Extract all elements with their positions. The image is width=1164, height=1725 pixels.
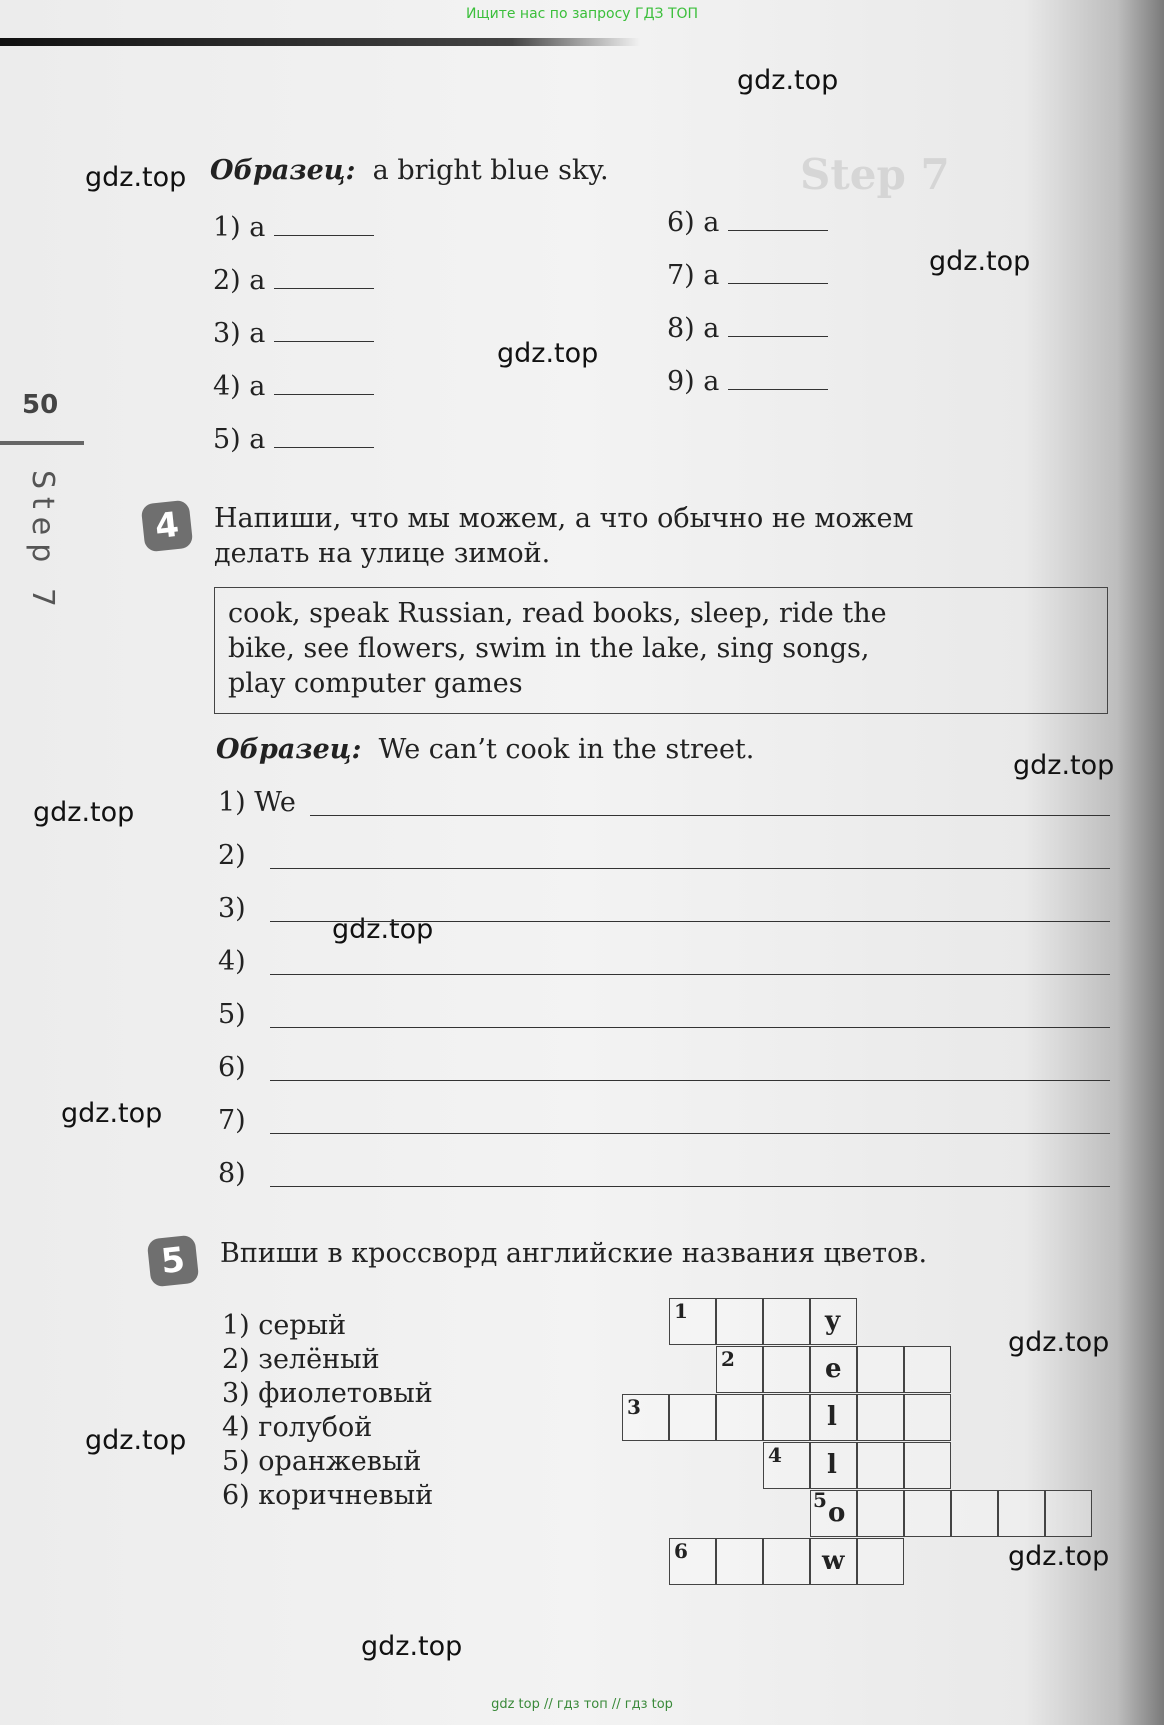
clue: 1) серый — [222, 1310, 347, 1341]
task3-item — [213, 371, 374, 402]
watermark: gdz.top — [332, 914, 434, 945]
footer-text: gdz top // гдз топ // гдз top — [491, 1697, 673, 1712]
task4-instruction-line2: делать на улице зимой. — [214, 538, 551, 569]
crossword-cell[interactable] — [904, 1394, 951, 1441]
watermark: gdz.top — [737, 65, 839, 96]
answer-blank[interactable] — [274, 231, 374, 236]
task3-item — [667, 260, 828, 291]
task4-line-label: 4) — [218, 946, 246, 977]
answer-line[interactable] — [270, 974, 1110, 975]
watermark: gdz.top — [361, 1631, 463, 1662]
crossword-cell[interactable] — [998, 1490, 1045, 1537]
crossword-number: 3 — [627, 1395, 641, 1419]
task4-line-label: 1) We — [218, 787, 296, 818]
crossword-cell[interactable] — [857, 1538, 904, 1585]
crossword-number: 1 — [674, 1299, 688, 1323]
task3-item-label: 7) a — [667, 260, 720, 291]
answer-blank[interactable] — [274, 390, 374, 395]
task4-line-label: 7) — [218, 1105, 246, 1136]
crossword-cell[interactable] — [716, 1298, 763, 1345]
watermark: gdz.top — [33, 797, 135, 828]
crossword-cell[interactable] — [904, 1442, 951, 1489]
step-label: Step 7 — [25, 470, 60, 615]
task4-sample-text: We can’t cook in the street. — [378, 734, 755, 765]
task3-item-label: 4) a — [213, 371, 266, 402]
crossword-cell[interactable] — [763, 1346, 810, 1393]
answer-blank[interactable] — [728, 226, 828, 231]
page-number: 50 — [22, 390, 59, 420]
task3-sample — [210, 155, 609, 186]
crossword-cell[interactable] — [669, 1394, 716, 1441]
crossword-cell[interactable] — [716, 1538, 763, 1585]
answer-blank[interactable] — [274, 337, 374, 342]
task3-item — [667, 313, 828, 344]
task3-item-label: 1) a — [213, 212, 266, 243]
crossword-letter: l — [827, 1450, 837, 1480]
crossword-cell[interactable] — [1045, 1490, 1092, 1537]
watermark: gdz.top — [61, 1098, 163, 1129]
task3-item — [213, 318, 374, 349]
answer-blank[interactable] — [728, 385, 828, 390]
task3-item-label: 6) a — [667, 207, 720, 238]
ghost-heading: Step 7 — [800, 150, 950, 199]
crossword-letter: o — [828, 1498, 846, 1528]
word-box-line: cook, speak Russian, read books, sleep, ride the — [228, 598, 887, 629]
answer-blank[interactable] — [728, 332, 828, 337]
crossword-cell[interactable] — [763, 1394, 810, 1441]
clue: 2) зелёный — [222, 1344, 380, 1375]
clue: 5) оранжевый — [222, 1446, 422, 1477]
task3-item — [667, 207, 828, 238]
answer-line[interactable] — [270, 1133, 1110, 1134]
watermark: gdz.top — [929, 246, 1031, 277]
answer-blank[interactable] — [274, 443, 374, 448]
crossword-number: 5 — [813, 1488, 827, 1512]
watermark: gdz.top — [85, 1425, 187, 1456]
task3-item — [213, 212, 374, 243]
answer-line[interactable] — [270, 868, 1110, 869]
watermark: gdz.top — [1013, 750, 1115, 781]
answer-line[interactable] — [270, 1027, 1110, 1028]
task3-item-label: 3) a — [213, 318, 266, 349]
answer-blank[interactable] — [274, 284, 374, 289]
word-box-line: play computer games — [228, 668, 523, 699]
crossword-cell[interactable] — [857, 1346, 904, 1393]
task4-line-label: 6) — [218, 1052, 246, 1083]
task5-badge: 5 — [147, 1235, 200, 1288]
task4-line-label: 5) — [218, 999, 246, 1030]
crossword-letter: y — [825, 1306, 841, 1336]
watermark: gdz.top — [497, 338, 599, 369]
crossword-cell[interactable] — [857, 1394, 904, 1441]
crossword-cell[interactable] — [951, 1490, 998, 1537]
crossword-cell[interactable] — [857, 1490, 904, 1537]
crossword-number: 2 — [721, 1347, 735, 1371]
answer-line[interactable] — [270, 1080, 1110, 1081]
task3-item — [667, 366, 828, 397]
task5-instruction: Впиши в кроссворд английские названия цветов. — [220, 1238, 928, 1269]
task3-sample-text: a bright blue sky. — [372, 155, 609, 186]
crossword-number: 6 — [674, 1539, 688, 1563]
task4-sample-label: Образец: — [216, 734, 362, 765]
clue: 4) голубой — [222, 1412, 373, 1443]
banner-text: Ищите нас по запросу ГДЗ ТОП — [465, 6, 699, 22]
crossword-letter: e — [825, 1354, 842, 1384]
page-number-rule — [0, 441, 84, 445]
task3-item-label: 5) a — [213, 424, 266, 455]
crossword-letter: w — [822, 1546, 845, 1576]
crossword-number: 4 — [768, 1443, 782, 1467]
top-rule — [0, 38, 640, 46]
task3-item — [213, 265, 374, 296]
crossword-cell[interactable] — [904, 1490, 951, 1537]
crossword-cell[interactable] — [716, 1394, 763, 1441]
answer-line[interactable] — [310, 815, 1110, 816]
task3-item-label: 9) a — [667, 366, 720, 397]
crossword-cell[interactable] — [763, 1538, 810, 1585]
watermark: gdz.top — [85, 162, 187, 193]
task4-badge: 4 — [141, 500, 194, 553]
crossword-cell[interactable] — [857, 1442, 904, 1489]
clue: 6) коричневый — [222, 1480, 434, 1511]
task4-instruction-line1: Напиши, что мы можем, а что обычно не можем — [214, 503, 914, 534]
task3-item — [213, 424, 374, 455]
crossword-cell[interactable] — [904, 1346, 951, 1393]
crossword-letter: l — [827, 1402, 837, 1432]
task3-item-label: 2) a — [213, 265, 266, 296]
answer-line[interactable] — [270, 1186, 1110, 1187]
task4-line-label: 2) — [218, 840, 246, 871]
watermark: gdz.top — [1008, 1541, 1110, 1572]
clue: 3) фиолетовый — [222, 1378, 433, 1409]
task4-line-label: 8) — [218, 1158, 246, 1189]
watermark: gdz.top — [1008, 1327, 1110, 1358]
task3-item-label: 8) a — [667, 313, 720, 344]
task4-line-label: 3) — [218, 893, 246, 924]
word-box-line: bike, see flowers, swim in the lake, sing songs, — [228, 633, 870, 664]
crossword-cell[interactable] — [763, 1298, 810, 1345]
answer-line[interactable] — [270, 921, 1110, 922]
answer-blank[interactable] — [728, 279, 828, 284]
task4-sample — [216, 734, 754, 765]
task3-sample-label: Образец: — [210, 155, 356, 186]
